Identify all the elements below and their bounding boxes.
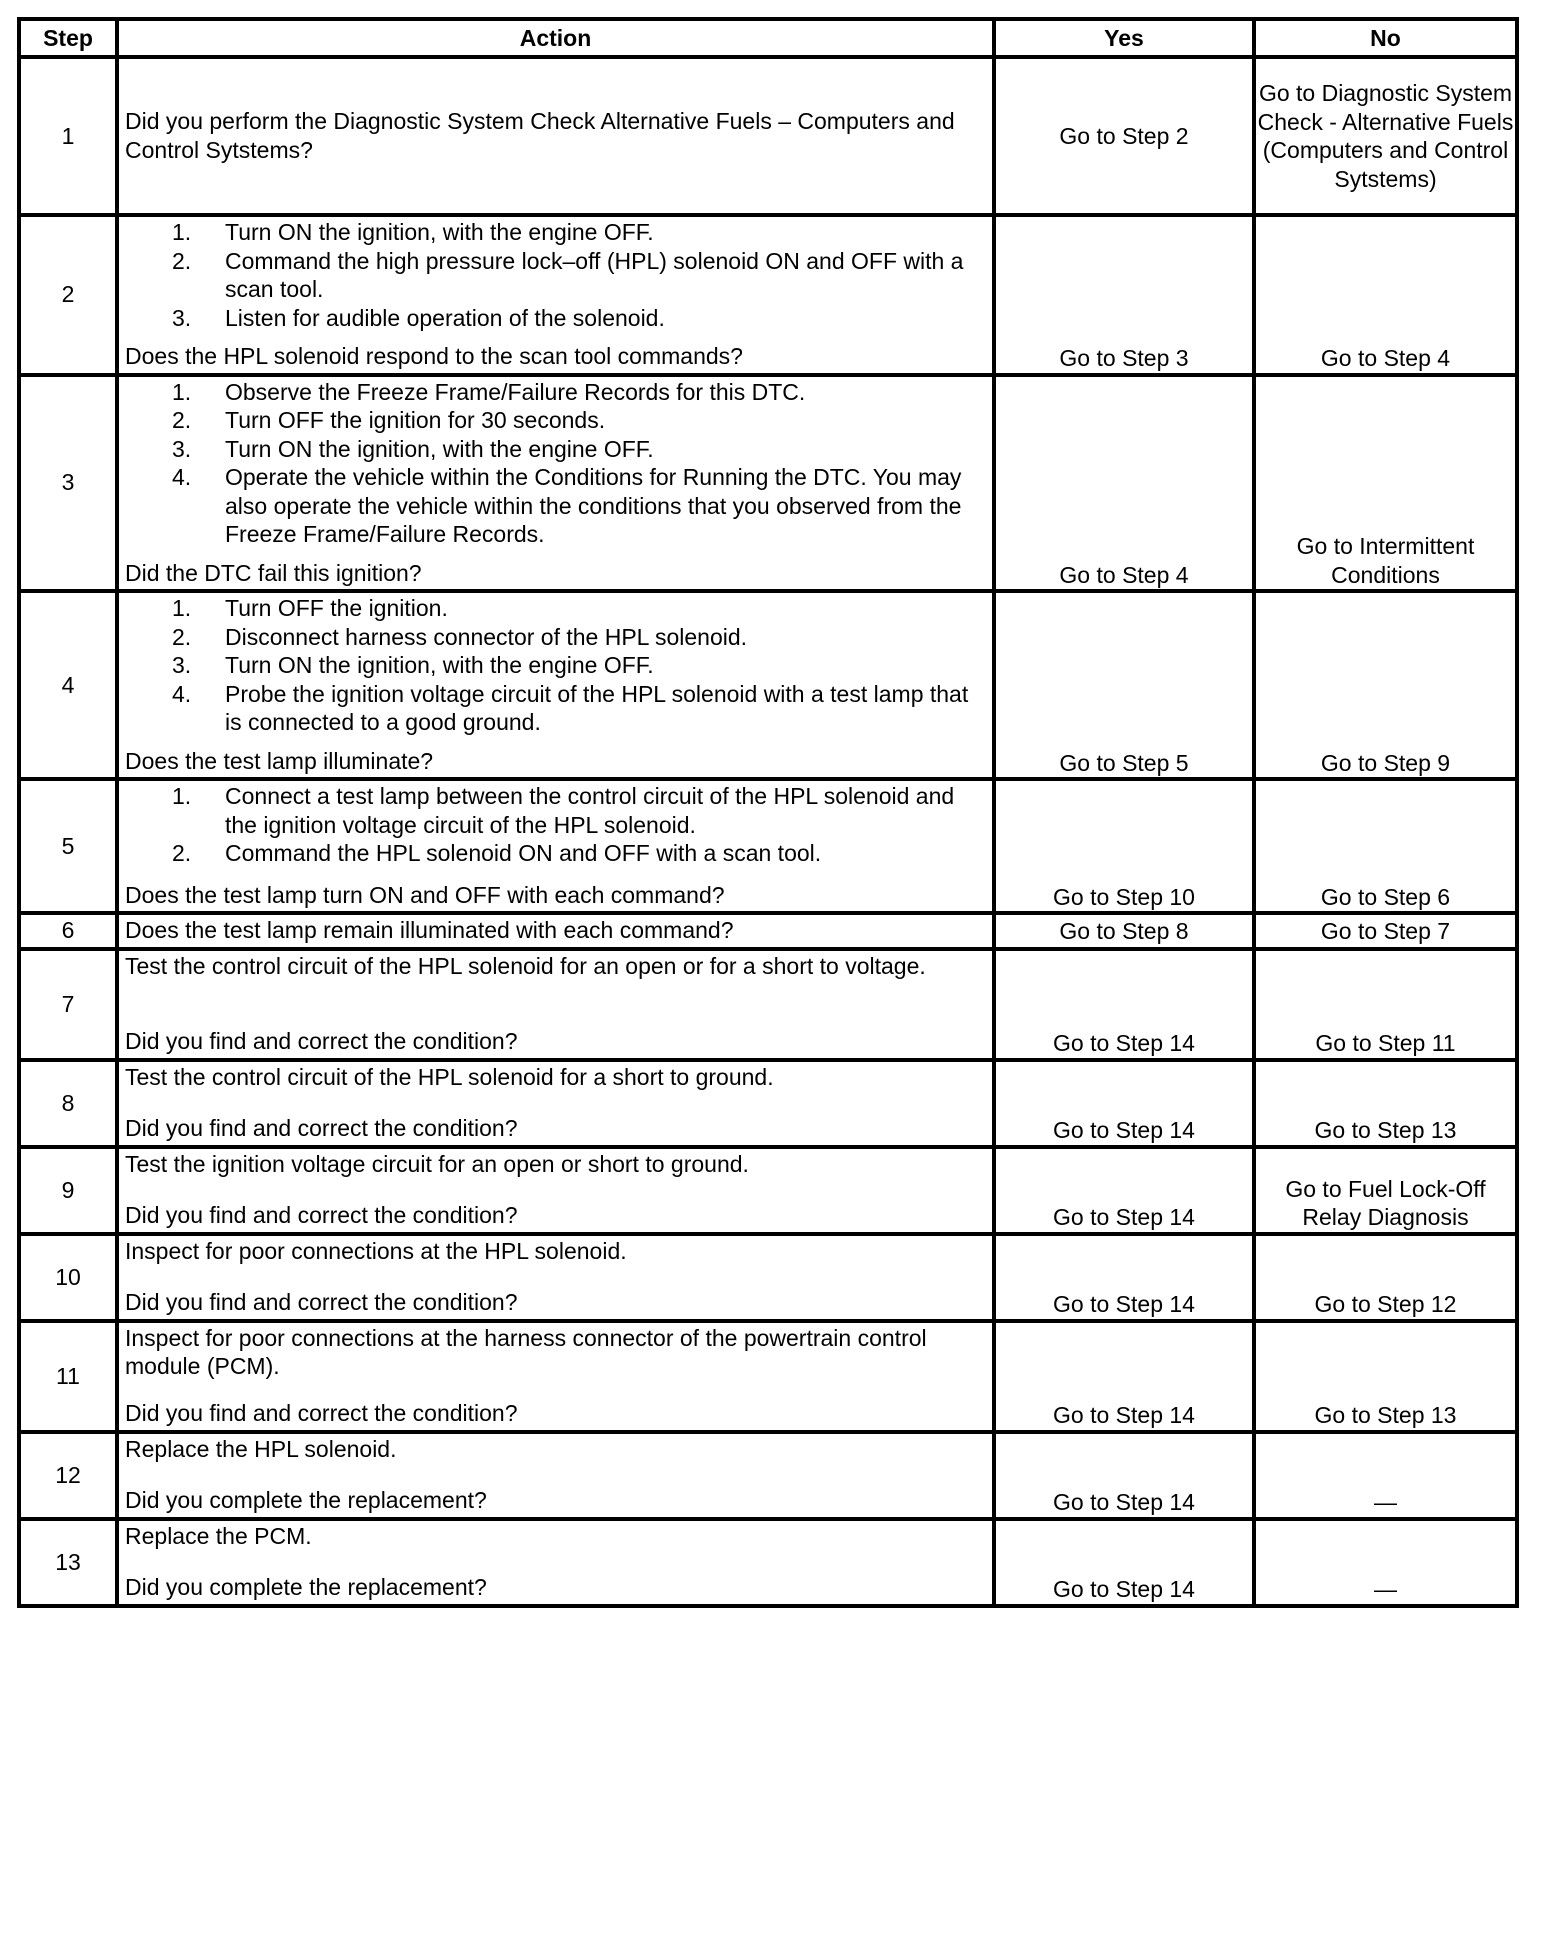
action-body — [125, 1063, 986, 1092]
action-step-item: Operate the vehicle within the Conditions for Running the DTC. You may also operate the vehicle within the conditions that you observed from the Freeze Frame/Failure Records. — [225, 464, 962, 547]
action-cell — [117, 779, 994, 913]
table-row — [19, 57, 1517, 215]
action-text: Test the control circuit of the HPL solenoid for a short to ground. — [125, 1063, 774, 1090]
action-cell — [117, 1432, 994, 1519]
action-steps-list — [125, 378, 986, 549]
action-text: Test the control circuit of the HPL solenoid for an open or for a short to voltage. — [125, 952, 926, 979]
step-number: 9 — [19, 1147, 117, 1234]
no-result: — — [1254, 1519, 1517, 1606]
action-body — [125, 107, 986, 164]
table-row — [19, 215, 1517, 375]
step-number: 2 — [19, 215, 117, 375]
action-cell — [117, 1519, 994, 1606]
action-step-item: Connect a test lamp between the control circuit of the HPL solenoid and the ignition voltage circuit of the HPL solenoid. — [225, 783, 955, 838]
table-row — [19, 913, 1517, 949]
table-row — [19, 1060, 1517, 1147]
action-text: Did you perform the Diagnostic System Check Alternative Fuels – Computers and Control Sytstems? — [125, 108, 955, 163]
action-question: Did the DTC fail this ignition? — [125, 559, 422, 586]
action-body — [125, 1150, 986, 1179]
action-step-item: Turn ON the ignition, with the engine OFF. — [225, 435, 654, 462]
step-number: 6 — [19, 913, 117, 949]
table-row — [19, 1432, 1517, 1519]
table-row — [19, 591, 1517, 779]
action-step-item: Observe the Freeze Frame/Failure Records for this DTC. — [225, 378, 806, 405]
action-steps-list — [125, 782, 986, 868]
action-step-item: Turn OFF the ignition. — [225, 595, 448, 621]
action-step-item: Listen for audible operation of the solenoid. — [225, 304, 665, 331]
action-body — [125, 1435, 986, 1464]
yes-result: Go to Step 14 — [994, 949, 1254, 1060]
action-step-item: Probe the ignition voltage circuit of the HPL solenoid with a test lamp that is connected to a good ground. — [225, 680, 969, 735]
action-question: Did you find and correct the condition? — [125, 1115, 518, 1141]
action-question: Did you complete the replacement? — [125, 1487, 487, 1513]
action-text: Inspect for poor connections at the HPL solenoid. — [125, 1237, 627, 1264]
action-cell — [117, 57, 994, 215]
table-row — [19, 1147, 1517, 1234]
action-step-item: Command the HPL solenoid ON and OFF with a scan tool. — [225, 840, 822, 866]
action-steps-list — [125, 594, 986, 737]
action-question: Does the test lamp illuminate? — [125, 747, 434, 774]
no-result: Go to Step 6 — [1254, 779, 1517, 913]
no-result: Go to Step 13 — [1254, 1060, 1517, 1147]
header-step: Step — [19, 19, 117, 57]
header-action: Action — [117, 19, 994, 57]
action-text: Replace the PCM. — [125, 1522, 312, 1549]
diagnostic-table — [17, 17, 1519, 1608]
action-body — [125, 952, 986, 981]
table-row — [19, 949, 1517, 1060]
no-result: Go to Step 11 — [1254, 949, 1517, 1060]
no-result: Go to Step 12 — [1254, 1234, 1517, 1321]
action-body — [125, 378, 986, 549]
yes-result: Go to Step 14 — [994, 1432, 1254, 1519]
no-result: Go to Fuel Lock-Off Relay Diagnosis — [1254, 1147, 1517, 1234]
action-body — [125, 1324, 986, 1381]
table-row — [19, 779, 1517, 913]
yes-result: Go to Step 10 — [994, 779, 1254, 913]
step-number: 7 — [19, 949, 117, 1060]
action-body — [125, 782, 986, 868]
action-cell — [117, 215, 994, 375]
yes-result: Go to Step 5 — [994, 591, 1254, 779]
no-result: Go to Diagnostic System Check - Alternative Fuels (Computers and Control Sytstems) — [1254, 57, 1517, 215]
step-number: 1 — [19, 57, 117, 215]
action-text: Inspect for poor connections at the harness connector of the powertrain control module (PCM). — [125, 1324, 927, 1379]
step-number: 4 — [19, 591, 117, 779]
action-question: Did you complete the replacement? — [125, 1574, 487, 1600]
yes-result: Go to Step 14 — [994, 1147, 1254, 1234]
step-number: 10 — [19, 1234, 117, 1321]
no-result: Go to Step 4 — [1254, 215, 1517, 375]
yes-result: Go to Step 3 — [994, 215, 1254, 375]
action-body — [125, 1237, 986, 1266]
action-body — [125, 218, 986, 332]
action-step-item: Turn OFF the ignition for 30 seconds. — [225, 407, 606, 433]
step-number: 13 — [19, 1519, 117, 1606]
action-cell — [117, 1147, 994, 1234]
action-body — [125, 916, 986, 945]
header-row — [19, 19, 1517, 57]
action-cell — [117, 1321, 994, 1432]
yes-result: Go to Step 14 — [994, 1060, 1254, 1147]
action-cell — [117, 1060, 994, 1147]
no-result: Go to Step 9 — [1254, 591, 1517, 779]
action-cell — [117, 591, 994, 779]
action-steps-list — [125, 218, 986, 332]
action-cell — [117, 1234, 994, 1321]
no-result: — — [1254, 1432, 1517, 1519]
yes-result: Go to Step 4 — [994, 375, 1254, 592]
action-step-item: Turn ON the ignition, with the engine OFF. — [225, 652, 654, 678]
table-row — [19, 1519, 1517, 1606]
no-result: Go to Step 7 — [1254, 913, 1517, 949]
action-question: Did you find and correct the condition? — [125, 1202, 518, 1228]
yes-result: Go to Step 14 — [994, 1321, 1254, 1432]
action-body — [125, 594, 986, 737]
action-text: Replace the HPL solenoid. — [125, 1435, 397, 1462]
action-cell — [117, 913, 994, 949]
step-number: 3 — [19, 375, 117, 592]
header-yes: Yes — [994, 19, 1254, 57]
step-number: 8 — [19, 1060, 117, 1147]
action-cell — [117, 375, 994, 592]
action-text: Does the test lamp remain illuminated with each command? — [125, 917, 734, 943]
action-question: Did you find and correct the condition? — [125, 1289, 518, 1315]
action-step-item: Command the high pressure lock–off (HPL) solenoid ON and OFF with a scan tool. — [225, 247, 964, 302]
table-row — [19, 1321, 1517, 1432]
action-body — [125, 1522, 986, 1551]
yes-result: Go to Step 2 — [994, 57, 1254, 215]
action-question: Did you find and correct the condition? — [125, 1400, 518, 1426]
no-result: Go to Step 13 — [1254, 1321, 1517, 1432]
step-number: 11 — [19, 1321, 117, 1432]
table-row — [19, 1234, 1517, 1321]
table-row — [19, 375, 1517, 592]
action-step-item: Turn ON the ignition, with the engine OFF. — [225, 219, 654, 245]
yes-result: Go to Step 8 — [994, 913, 1254, 949]
no-result: Go to Intermittent Conditions — [1254, 375, 1517, 592]
yes-result: Go to Step 14 — [994, 1234, 1254, 1321]
action-question: Does the test lamp turn ON and OFF with each command? — [125, 881, 725, 908]
step-number: 12 — [19, 1432, 117, 1519]
yes-result: Go to Step 14 — [994, 1519, 1254, 1606]
step-number: 5 — [19, 779, 117, 913]
action-step-item: Disconnect harness connector of the HPL solenoid. — [225, 623, 748, 650]
action-question: Does the HPL solenoid respond to the scan tool commands? — [125, 343, 743, 369]
action-cell — [117, 949, 994, 1060]
action-question: Did you find and correct the condition? — [125, 1028, 518, 1054]
header-no: No — [1254, 19, 1517, 57]
action-text: Test the ignition voltage circuit for an open or short to ground. — [125, 1150, 749, 1177]
